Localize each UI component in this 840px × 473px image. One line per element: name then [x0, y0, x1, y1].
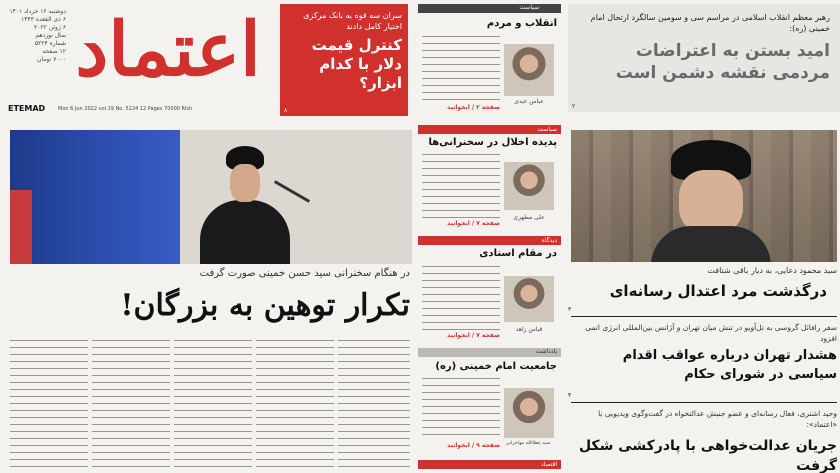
column-header: [418, 4, 561, 13]
col1-text: [422, 36, 500, 102]
col1-title[interactable]: انقلاب و مردم: [486, 18, 557, 29]
col1-link[interactable]: صفحه ۲ / ابخوانید: [447, 104, 500, 111]
red-headline-box[interactable]: [280, 4, 408, 116]
story2-headline[interactable]: هشدار تهران درباره عواقب اقدام سیاسی در شورای حکام: [622, 348, 837, 382]
col3-section: دیدگاه: [541, 237, 557, 244]
col2-link[interactable]: صفحه ۷ / ابخوانید: [447, 220, 500, 227]
col4-text: [422, 378, 500, 438]
red-box-kicker: سران سه قوه به بانک مرکزی اختیار کامل دادند: [303, 11, 402, 31]
speaker-body: [200, 200, 290, 264]
col4-link[interactable]: صفحه ۹ / ابخوانید: [447, 442, 500, 449]
col5-section: اقتصاد: [540, 461, 557, 468]
col1-author-photo: [504, 44, 554, 96]
story1-headline[interactable]: درگذشت مرد اعتدال رسانه‌ای: [609, 282, 827, 300]
story2-kicker: سفر رافائل گروسی به تل‌آویو در تنش میان تهران و آژانس بین‌المللی انرژی اتمی افزود: [585, 323, 837, 343]
col5-section-bar: [418, 460, 561, 469]
masthead: [0, 0, 275, 118]
main-story-kicker: در هنگام سخنرانی سید حسن خمینی صورت گرفت: [199, 268, 410, 279]
col3-author-photo: [504, 276, 554, 322]
divider: [571, 402, 837, 403]
date-line: ۷۰۰۰ تومان: [36, 56, 66, 63]
microphone-icon: [274, 180, 310, 203]
main-story-headline[interactable]: تکرار توهین به بزرگان!: [120, 288, 410, 323]
col3-author: قباس زاهد: [515, 326, 543, 333]
top-right-story[interactable]: [568, 4, 840, 112]
curtain-left: [10, 130, 180, 264]
flag-stripe: [10, 190, 32, 264]
col3-title[interactable]: در مقام استادی: [479, 248, 557, 259]
col1-author: عباس عبدی: [514, 98, 544, 105]
col4-section: یادداشت: [535, 348, 557, 355]
top-right-page: ۲: [572, 103, 576, 110]
red-box-headline: کنترل قیمت دلار با کدام ابزار؟: [311, 36, 402, 92]
story3-headline[interactable]: جریان عدالت‌خواهی با پادرکشی شکل گرفت: [578, 438, 837, 473]
story2-page: ۴: [568, 392, 572, 399]
opinion-column: [418, 4, 561, 473]
latin-meta: Mon 6 Jun 2022 vol.19 No. 5224 12 Pages 70000 Rlsh: [58, 106, 193, 112]
story3-kicker: وحید اشتری، فعال رسانه‌ای و عضو جنبش عدالتخواه در گفت‌وگوی ویدیویی با «اعتماد»:: [598, 409, 837, 429]
col2-section-bar: [418, 125, 561, 134]
date-line: سال نوزدهم: [35, 32, 66, 39]
main-story-body: [10, 340, 410, 473]
col3-section-bar: [418, 236, 561, 245]
latin-name: ETEMAD: [8, 104, 46, 113]
story1-kicker: سید محمود دعایی، به دیار باقی شتافت: [707, 266, 837, 275]
col2-author: علی مطهری: [513, 214, 545, 221]
col2-author-photo: [504, 162, 554, 210]
col2-section: سیاست: [537, 126, 557, 133]
col4-author-photo: [504, 388, 554, 438]
main-photo: [10, 130, 412, 264]
date-block: [6, 8, 66, 64]
divider: [571, 316, 837, 317]
col4-section-bar: [418, 348, 561, 357]
date-line: ۶ ذی القعده ۱۴۴۳: [21, 16, 66, 23]
story1-page: ۳: [568, 306, 572, 313]
top-right-kicker: رهبر معظم انقلاب اسلامی در مراسم سی و سومین سالگرد ارتحال امام خمینی (ره):: [590, 13, 830, 33]
date-line: ۱۲ صفحه: [42, 48, 66, 55]
date-line: شماره ۵۲۲۴: [34, 40, 66, 47]
top-right-headline: امید بستن به اعتراضات مردمی نقشه دشمن است: [615, 41, 830, 83]
speaker-face: [230, 164, 260, 202]
col4-author: سید عطاالله مهاجرانی: [505, 441, 551, 446]
logo: اعتماد: [75, 7, 261, 93]
red-box-page: ۸: [284, 107, 288, 114]
col2-text: [422, 154, 500, 218]
column-header-label: سیاست: [519, 4, 539, 11]
col3-link[interactable]: صفحه ۷ / ابخوانید: [447, 332, 500, 339]
portrait-photo: [571, 130, 837, 262]
col4-title[interactable]: جامعیت امام خمینی (ره): [435, 361, 557, 372]
date-line: دوشنبه ۱۶ خرداد ۱۴۰۱: [9, 8, 66, 15]
portrait-face: [679, 170, 743, 234]
col3-text: [422, 266, 500, 330]
col2-title[interactable]: پدیده اخلال در سخنرانی‌ها: [428, 137, 557, 148]
date-line: ۶ ژوئن ۲۰۲۲: [34, 24, 66, 31]
